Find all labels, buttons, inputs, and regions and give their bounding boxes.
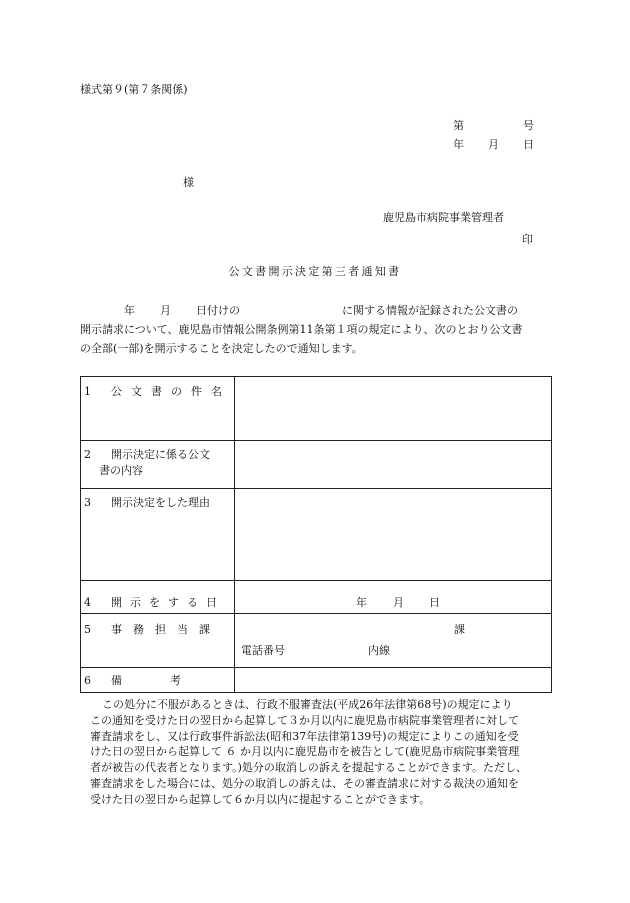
doc-number-suffix: 号 [523,119,534,132]
notice-form-table [80,376,552,693]
column-divider [234,377,235,692]
row-divider [81,440,551,441]
date-year-label: 年 [453,138,464,151]
document-title: 公文書開示決定第三者通知書 [228,265,402,278]
row-3-label: 開示決定をした理由 [111,496,210,509]
row-5-number: 5 [84,623,91,636]
row-6-number: 6 [84,674,91,687]
row-divider [81,667,551,668]
row-1-number: 1 [84,385,91,398]
row-divider [81,488,551,489]
body-line-1-tail: に関する情報が記録された公文書の [342,304,518,317]
row-6-label: 備考 [111,674,229,687]
body-line-3: の全部(一部)を開示することを決定したので通知します。 [80,342,363,355]
body-year-label: 年 [124,304,135,317]
row-divider [81,613,551,614]
row-2-label-line-2: 書の内容 [99,464,143,477]
appeal-notice-line: この処分に不服があるときは、行政不服審査法(平成26年法律第68号)の規定により [102,698,513,711]
row-divider [81,580,551,581]
row-1-label: 公文書の件名 [111,385,231,398]
seal-mark: 印 [522,233,533,246]
appeal-notice-line: この通知を受けた日の翌日から起算して３か月以内に鹿児島市病院事業管理者に対して [90,713,519,727]
body-line-2: 開示請求について、鹿児島市情報公開条例第11条第１項の規定により、次のとおり公文書 [80,323,523,336]
body-month-label: 月 [160,304,171,317]
issuer-name: 鹿児島市病院事業管理者 [383,211,504,224]
body-date-label: 日付けの [196,304,240,317]
phone-number-label: 電話番号 [241,644,285,657]
addressee-suffix: 様 [183,176,194,189]
row-3-number: 3 [84,496,91,509]
row-2-label-line-1: 開示決定に係る公文 [111,448,210,461]
date-day-label: 日 [523,138,534,151]
row-2-number: 2 [84,448,91,461]
extension-label: 内線 [368,644,390,657]
row-5-section-suffix: 課 [454,623,465,636]
appeal-notice-line: けた日の翌日から起算して ６ か月以内に鹿児島市を被告として(鹿児島市病院事業管理 [90,745,520,759]
row-4-number: 4 [84,596,91,609]
appeal-notice [90,697,560,808]
row-5-label: 事務担当課 [111,623,221,636]
row-4-day-label: 日 [429,596,440,609]
date-month-label: 月 [488,138,499,151]
row-4-year-label: 年 [356,596,367,609]
appeal-notice-line: 審査請求をし、又は行政事件訴訟法(昭和37年法律第139号)の規定によりこの通知を受 [90,729,519,743]
form-label: 様式第９(第７条関係) [80,83,188,96]
doc-number-prefix: 第 [453,119,464,132]
appeal-notice-line: 者が被告の代表者となります。)処分の取消しの訴えを提起することができます。ただし、 [90,761,528,775]
row-4-label: 開示をする日 [111,596,225,609]
row-4-month-label: 月 [393,596,404,609]
appeal-notice-line: 審査請求をした場合には、処分の取消しの訴えは、その審査請求に対する裁決の通知を [90,776,519,790]
appeal-notice-line: 受けた日の翌日から起算して６か月以内に提起することができます。 [90,792,431,806]
